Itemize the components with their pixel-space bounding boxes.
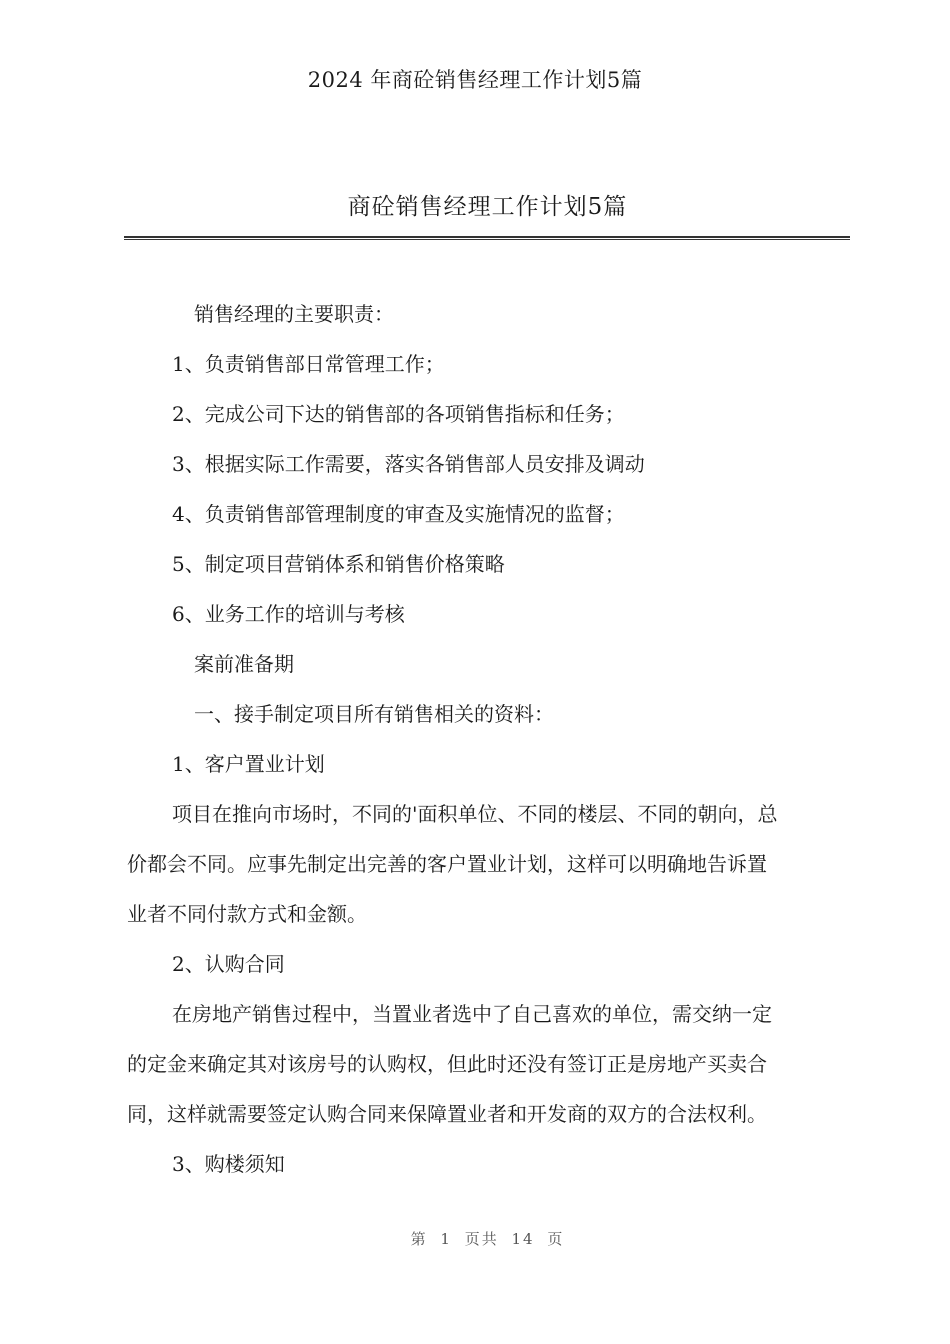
list-item: 6、业务工作的培训与考核 — [172, 602, 405, 626]
document-title: 商砼销售经理工作计划5篇 — [347, 194, 628, 220]
list-item: 1、负责销售部日常管理工作； — [172, 352, 445, 376]
paragraph-line: 价都会不同。应事先制定出完善的客户置业计划，这样可以明确地告诉置 — [127, 852, 767, 876]
section-heading: 一、接手制定项目所有销售相关的资料： — [194, 702, 554, 726]
paragraph-line: 的定金来确定其对该房号的认购权，但此时还没有签订正是房地产买卖合 — [127, 1052, 767, 1076]
list-item: 5、制定项目营销体系和销售价格策略 — [172, 552, 505, 576]
section-heading: 案前准备期 — [194, 652, 294, 676]
page-number: 第 1 页共 14 页 — [410, 1230, 565, 1248]
subsection-heading: 1、客户置业计划 — [172, 752, 325, 776]
subsection-heading: 3、购楼须知 — [172, 1152, 285, 1176]
running-header: 2024 年商砼销售经理工作计划5篇 — [307, 68, 643, 92]
paragraph-line: 同，这样就需要签定认购合同来保障置业者和开发商的双方的合法权利。 — [127, 1102, 767, 1126]
title-divider — [124, 236, 850, 240]
list-item: 3、根据实际工作需要，落实各销售部人员安排及调动 — [172, 452, 645, 476]
list-item: 2、完成公司下达的销售部的各项销售指标和任务； — [172, 402, 625, 426]
paragraph-line: 在房地产销售过程中，当置业者选中了自己喜欢的单位，需交纳一定 — [172, 1002, 772, 1026]
paragraph-line: 业者不同付款方式和金额。 — [127, 902, 367, 926]
paragraph-line: 销售经理的主要职责： — [194, 302, 394, 326]
subsection-heading: 2、认购合同 — [172, 952, 285, 976]
paragraph-line: 项目在推向市场时，不同的'面积单位、不同的楼层、不同的朝向，总 — [172, 802, 778, 826]
list-item: 4、负责销售部管理制度的审查及实施情况的监督； — [172, 502, 625, 526]
